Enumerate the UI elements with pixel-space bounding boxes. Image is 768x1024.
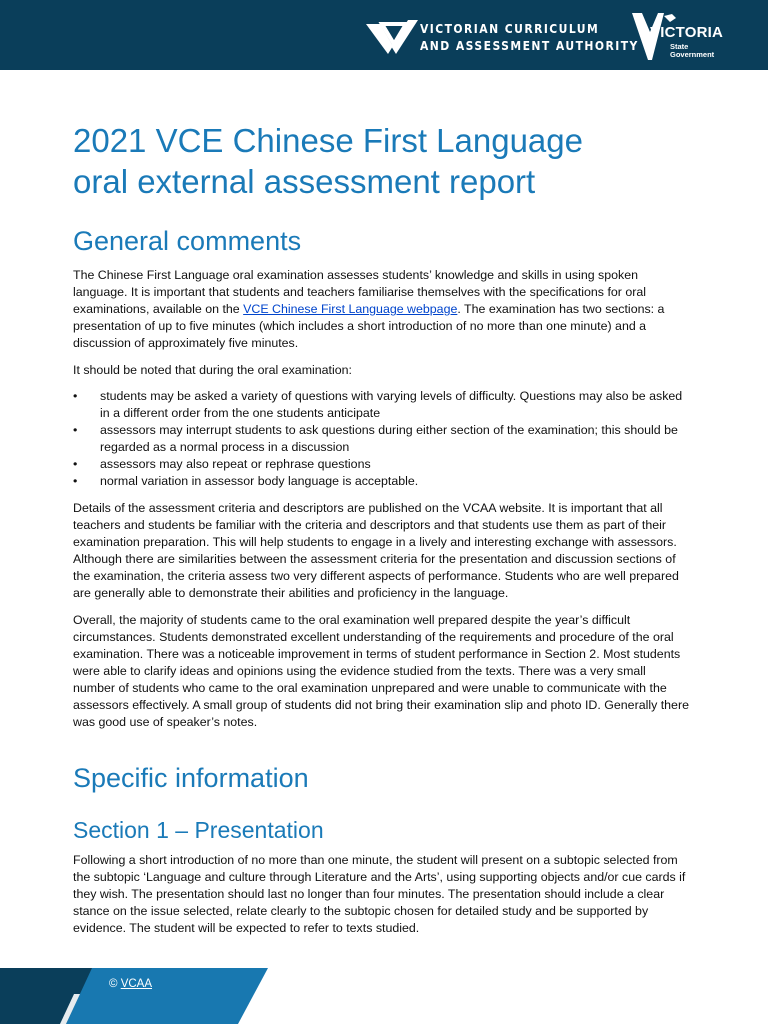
general-paragraph-2: It should be noted that during the oral examination: [73,363,352,377]
oral-exam-notes-list [73,388,691,490]
org-name-line-2: AND ASSESSMENT AUTHORITY [420,39,639,53]
state-label: State [670,42,689,51]
report-content [73,120,691,937]
general-p1-text-after: . The examination has two sections: a presentation of up to five minutes (which includes a short introduction of no more than one minute) and a discussion of approximately five minutes. [73,302,665,350]
section-1-paragraph: Following a short introduction of no more than one minute, the student will present on a subtopic selected from the subtopic ‘Language and culture through Literature and the Arts’, using supporting objects and/or cue cards if they wish. The presentation should last no longer than four minutes. The presentation should include a clear stance on the issue selected, relate clearly to the subtopic chosen for detailed study and be supported by evidence. The student will be expected to refer to texts studied. [73,853,686,935]
list-item: • normal variation in assessor body language is acceptable. [73,473,691,490]
org-name [420,21,639,55]
general-p1-text-before: The Chinese First Language oral examination assesses students’ knowledge and skills in using spoken language. It is important that students and teachers familiarise themselves with the specifications for oral examinations, available on the [73,268,647,316]
copyright-symbol: © [109,978,118,990]
section-1-heading: Section 1 – Presentation [73,817,324,843]
list-item: • students may be asked a variety of questions with varying levels of difficulty. Questions may also be asked in a different order from the one students anticipate [73,388,691,422]
victoria-wordmark: VICTORIA [650,24,723,41]
victoria-state-government-logo [630,10,730,62]
general-paragraph-3: Details of the assessment criteria and descriptors are published on the VCAA website. It is important that all teachers and students be familiar with the criteria and descriptors and that students use them as part of their examination preparation. This will help students to engage in a lively and interesting exchange with assessors. Although there are similarities between the assessment criteria for the presentation and discussion sections of the examination, the criteria assess two very different aspects of performance. Students who are well prepared are generally able to demonstrate their abilities and proficiency in the language. [73,501,679,600]
state-government-label [670,43,714,59]
vce-chinese-first-language-webpage-link[interactable]: VCE Chinese First Language webpage [243,302,458,316]
list-item: • assessors may also repeat or rephrase questions [73,456,691,473]
specific-information-heading: Specific information [73,763,309,793]
general-paragraph-4: Overall, the majority of students came to the oral examination well prepared despite the year’s difficult circumstances. Students demonstrated excellent understanding of the requirements and procedure of the oral examination. There was a noticeable improvement in terms of student performance in Section 2. Most students were able to clarify ideas and opinions using the evidence studied from the texts. There was a very small number of students who came to the oral examination unprepared and were unable to communicate with the assessors effectively. A small group of students did not bring their examination slip and photo ID. Generally there was good use of speaker’s notes. [73,613,689,729]
general-paragraph-1 [73,267,691,352]
footer-copyright [109,978,152,990]
government-label: Government [670,50,715,59]
org-name-line-1: VICTORIAN CURRICULUM [420,22,600,36]
page-header [0,0,768,70]
report-title: 2021 VCE Chinese First Language oral external assessment report [73,122,583,200]
vcaa-footer-link[interactable]: VCAA [120,978,153,990]
general-comments-heading: General comments [73,226,302,256]
footer-banner [0,968,280,1024]
list-item: • assessors may interrupt students to ask questions during either section of the examination; this should be regarded as a normal process in a discussion [73,422,691,456]
